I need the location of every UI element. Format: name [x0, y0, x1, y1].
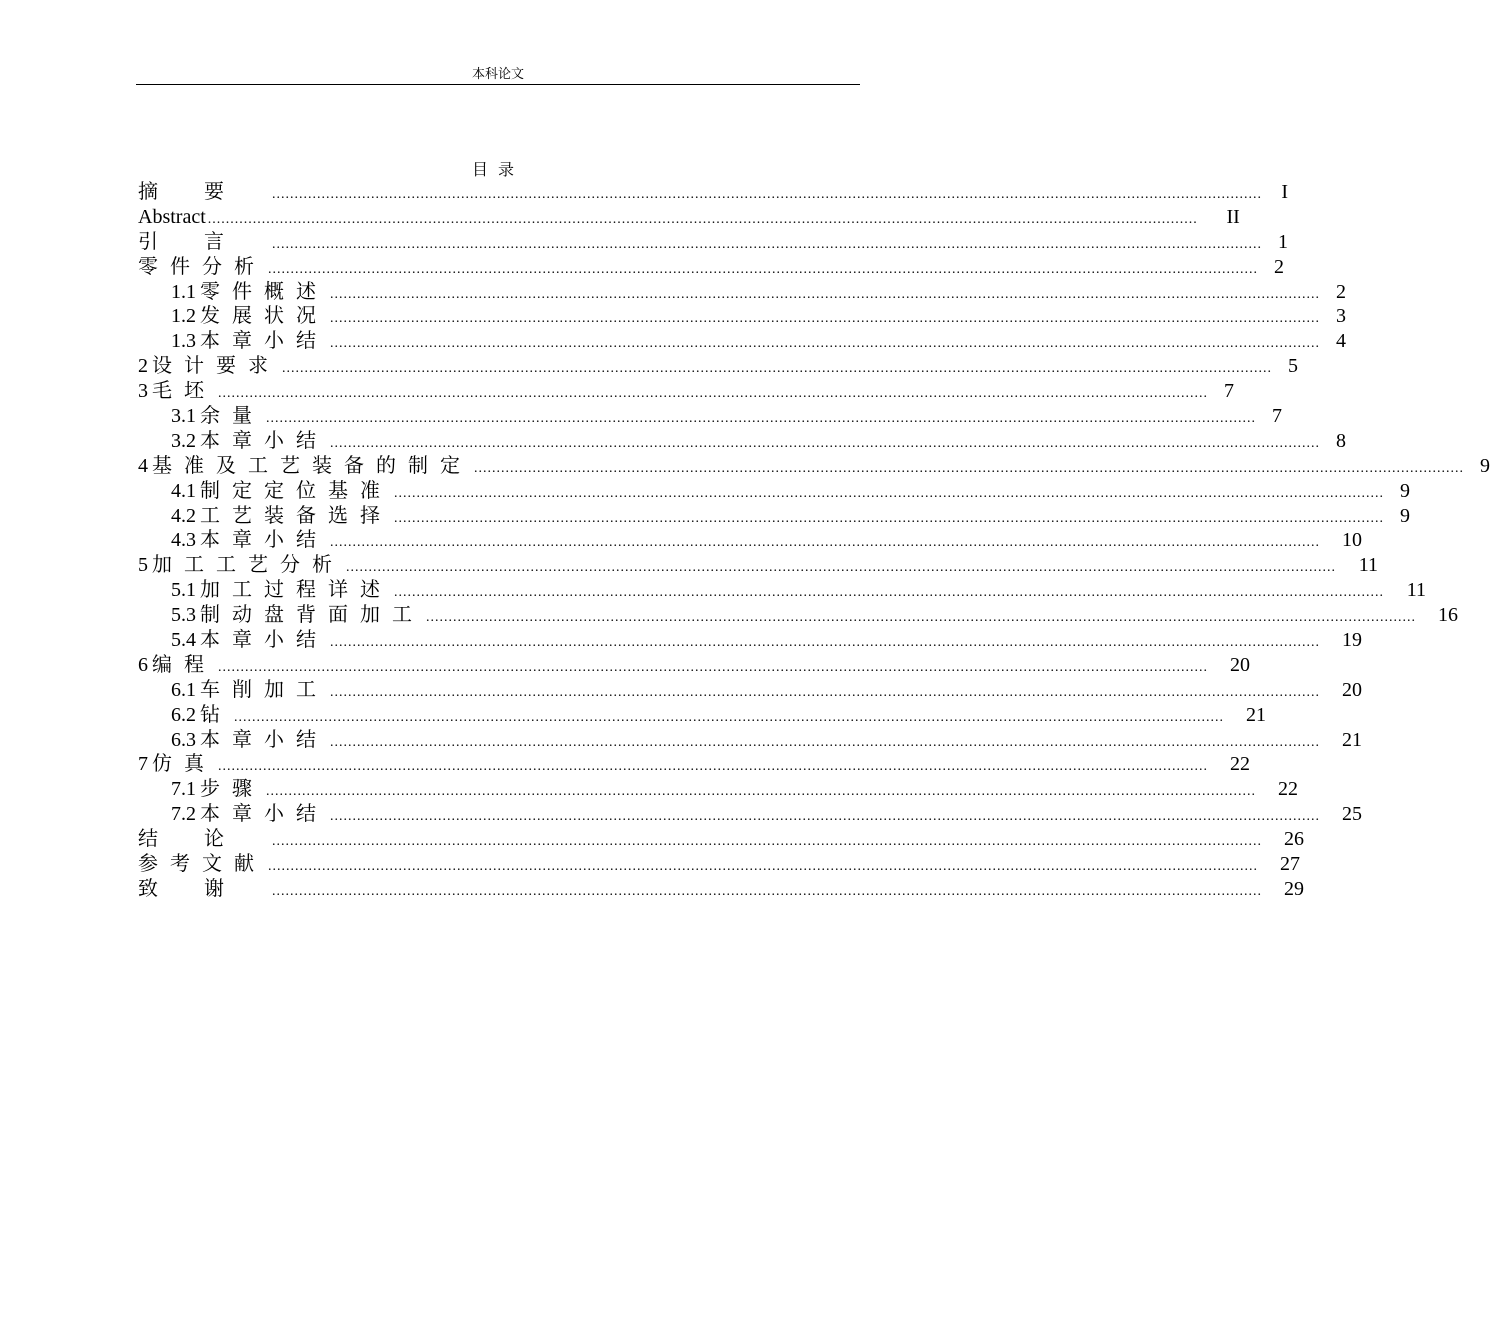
toc-entry-number: 3 — [138, 380, 148, 403]
toc-entry-page: II — [1226, 205, 1240, 228]
page-header: 本科论文 — [136, 64, 860, 85]
toc-entry-title: 设计要求 — [152, 355, 280, 378]
toc-entry[interactable] — [138, 578, 1426, 603]
toc-leader-dots: ............................................................................................................................................................................................................................ — [272, 883, 1262, 899]
toc-entry-page: 8 — [1336, 429, 1346, 452]
toc-leader-dots: ............................................................................................................................................................................................................................ — [426, 610, 1416, 626]
toc-entry-number: 6.1 — [171, 678, 196, 701]
toc-entry-title: 本章小结 — [200, 803, 328, 826]
toc-entry-page: 4 — [1336, 330, 1346, 353]
toc-entry-page: 11 — [1358, 554, 1378, 577]
toc-leader-dots: ............................................................................................................................................................................................................................ — [330, 809, 1320, 825]
toc-entry-title: 本章小结 — [200, 629, 328, 652]
toc-entry-page: 21 — [1342, 728, 1362, 751]
toc-leader-dots: ............................................................................................................................................................................................................................ — [268, 859, 1258, 875]
toc-entry-title: 结论 — [138, 828, 270, 851]
toc-entry[interactable] — [138, 429, 1346, 454]
toc-entry-page: 20 — [1230, 653, 1250, 676]
toc-entry-number: 2 — [138, 355, 148, 378]
toc-entry-title: 车削加工 — [200, 678, 328, 701]
toc-leader-dots: ............................................................................................................................................................................................................................ — [218, 759, 1208, 775]
toc-entry-title: 本章小结 — [200, 429, 328, 452]
toc-entry[interactable] — [138, 703, 1266, 728]
toc-entry[interactable] — [138, 827, 1304, 852]
toc-entry[interactable] — [138, 205, 1240, 230]
toc-entry-page: I — [1281, 181, 1288, 203]
toc-entry[interactable] — [138, 678, 1362, 703]
toc-entry[interactable] — [138, 777, 1298, 802]
toc-entry-number: 6.3 — [171, 728, 196, 751]
toc-entry-page: 2 — [1336, 280, 1346, 303]
toc-leader-dots: ............................................................................................................................................................................................................................ — [266, 784, 1256, 800]
table-of-contents — [138, 180, 1490, 902]
toc-entry[interactable] — [138, 230, 1288, 255]
toc-entry-number: 6 — [138, 653, 148, 676]
toc-entry-page: 27 — [1280, 853, 1300, 876]
toc-entry-title: 摘要 — [138, 181, 270, 203]
toc-entry-page: 9 — [1480, 454, 1490, 477]
toc-entry-title: 毛坯 — [152, 380, 216, 403]
toc-entry-page: 20 — [1342, 678, 1362, 701]
toc-leader-dots: ............................................................................................................................................................................................................................ — [474, 460, 1464, 476]
toc-leader-dots: ............................................................................................................................................................................................................................ — [330, 311, 1320, 327]
toc-leader-dots: ............................................................................................................................................................................................................................ — [282, 361, 1272, 377]
toc-entry-number: 7.2 — [171, 803, 196, 826]
toc-entry-number: 3.2 — [171, 429, 196, 452]
toc-entry-page: 3 — [1336, 305, 1346, 328]
toc-entry[interactable] — [138, 752, 1250, 777]
toc-entry-title: 加工过程详述 — [200, 579, 392, 602]
toc-leader-dots: ............................................................................................................................................................................................................................ — [330, 684, 1320, 700]
toc-entry-page: 26 — [1284, 828, 1304, 851]
toc-entry[interactable] — [138, 354, 1298, 379]
toc-entry-page: 11 — [1406, 579, 1426, 602]
toc-leader-dots: ............................................................................................................................................................................................................................ — [330, 336, 1320, 352]
toc-entry-title: 本章小结 — [200, 728, 328, 751]
toc-entry-page: 1 — [1278, 230, 1288, 253]
toc-entry-page: 9 — [1400, 504, 1410, 527]
toc-leader-dots: ............................................................................................................................................................................................................................ — [268, 261, 1258, 277]
toc-leader-dots: ............................................................................................................................................................................................................................ — [218, 386, 1208, 402]
toc-entry-number: 4.2 — [171, 504, 196, 527]
toc-entry[interactable] — [138, 479, 1410, 504]
toc-entry[interactable] — [138, 877, 1304, 902]
toc-entry-page: 19 — [1342, 629, 1362, 652]
toc-leader-dots: ............................................................................................................................................................................................................................ — [272, 834, 1262, 850]
toc-entry-title: 加工工艺分析 — [152, 554, 344, 577]
toc-leader-dots: ............................................................................................................................................................................................................................ — [272, 236, 1262, 252]
toc-entry-title: 制定定位基准 — [200, 479, 392, 502]
toc-entry-title: 制动盘背面加工 — [200, 604, 424, 627]
toc-leader-dots: ............................................................................................................................................................................................................................ — [394, 585, 1384, 601]
toc-title: 目录 — [471, 162, 524, 179]
toc-entry[interactable] — [138, 379, 1234, 404]
toc-entry-page: 29 — [1284, 877, 1304, 900]
toc-entry-number: 4 — [138, 454, 148, 477]
toc-entry[interactable] — [138, 304, 1346, 329]
toc-entry-title: 参考文献 — [138, 853, 266, 876]
toc-entry-title: 发展状况 — [200, 305, 328, 328]
toc-entry-page: 16 — [1438, 604, 1458, 627]
toc-entry-title: 致谢 — [138, 877, 270, 900]
toc-entry-page: 22 — [1278, 778, 1298, 801]
toc-entry-number: 5.3 — [171, 604, 196, 627]
toc-entry[interactable] — [138, 603, 1458, 628]
toc-entry-page: 5 — [1288, 355, 1298, 378]
toc-entry-number: 7.1 — [171, 778, 196, 801]
toc-leader-dots: ............................................................................................................................................................................................................................ — [218, 659, 1208, 675]
toc-entry-page: 22 — [1230, 753, 1250, 776]
toc-entry[interactable] — [138, 653, 1250, 678]
toc-entry-title: 零件分析 — [138, 255, 266, 278]
toc-entry-title: 本章小结 — [200, 529, 328, 552]
toc-entry[interactable] — [138, 553, 1378, 578]
toc-entry[interactable] — [138, 728, 1362, 753]
toc-entry-title: 本章小结 — [200, 330, 328, 353]
toc-entry[interactable] — [138, 329, 1346, 354]
toc-entry[interactable] — [138, 280, 1346, 305]
toc-entry-number: 3.1 — [171, 405, 196, 428]
toc-entry-number: 5.4 — [171, 629, 196, 652]
toc-leader-dots: ............................................................................................................................................................................................................................ — [207, 211, 1198, 227]
toc-entry-page: 25 — [1342, 803, 1362, 826]
toc-entry-title: 步骤 — [200, 778, 264, 801]
toc-entry-title: 工艺装备选择 — [200, 504, 392, 527]
toc-entry-page: 9 — [1400, 479, 1410, 502]
toc-entry-page: 7 — [1272, 405, 1282, 428]
toc-entry-page: 7 — [1224, 380, 1234, 403]
toc-entry[interactable] — [138, 454, 1490, 479]
toc-leader-dots: ............................................................................................................................................................................................................................ — [330, 286, 1320, 302]
toc-entry-number: 7 — [138, 753, 148, 776]
toc-entry-title: 编程 — [152, 653, 216, 676]
toc-entry[interactable] — [138, 628, 1362, 653]
toc-entry-title: 引言 — [138, 230, 270, 253]
toc-entry-number: 1.1 — [171, 280, 196, 303]
toc-leader-dots: ............................................................................................................................................................................................................................ — [394, 485, 1384, 501]
toc-entry[interactable] — [138, 802, 1362, 827]
toc-entry-number: 1.3 — [171, 330, 196, 353]
toc-entry-number: 5 — [138, 554, 148, 577]
toc-entry-number: 1.2 — [171, 305, 196, 328]
toc-entry-title: Abstract — [138, 205, 206, 228]
toc-entry[interactable] — [138, 852, 1300, 877]
toc-leader-dots: ............................................................................................................................................................................................................................ — [266, 411, 1256, 427]
toc-entry-title: 余量 — [200, 405, 264, 428]
toc-entry-number: 4.1 — [171, 479, 196, 502]
toc-leader-dots: ............................................................................................................................................................................................................................ — [346, 560, 1336, 576]
toc-entry[interactable] — [138, 180, 1288, 205]
toc-entry[interactable] — [138, 504, 1410, 529]
toc-entry-title: 零件概述 — [200, 280, 328, 303]
toc-entry-number: 5.1 — [171, 579, 196, 602]
toc-leader-dots: ............................................................................................................................................................................................................................ — [330, 435, 1320, 451]
toc-leader-dots: ............................................................................................................................................................................................................................ — [394, 510, 1384, 526]
toc-entry[interactable] — [138, 255, 1284, 280]
toc-entry-title: 钻 — [200, 703, 232, 726]
toc-entry-title: 基准及工艺装备的制定 — [152, 454, 472, 477]
toc-leader-dots: ............................................................................................................................................................................................................................ — [330, 734, 1320, 750]
toc-entry-page: 2 — [1274, 255, 1284, 278]
toc-entry-page: 10 — [1342, 529, 1362, 552]
toc-leader-dots: ............................................................................................................................................................................................................................ — [330, 635, 1320, 651]
toc-entry-title: 仿真 — [152, 753, 216, 776]
toc-leader-dots: ............................................................................................................................................................................................................................ — [272, 187, 1262, 202]
toc-entry[interactable] — [138, 528, 1362, 553]
toc-leader-dots: ............................................................................................................................................................................................................................ — [234, 709, 1224, 725]
toc-entry-page: 21 — [1246, 703, 1266, 726]
toc-entry[interactable] — [138, 404, 1282, 429]
toc-leader-dots: ............................................................................................................................................................................................................................ — [330, 535, 1320, 551]
toc-entry-number: 4.3 — [171, 529, 196, 552]
toc-entry-number: 6.2 — [171, 703, 196, 726]
